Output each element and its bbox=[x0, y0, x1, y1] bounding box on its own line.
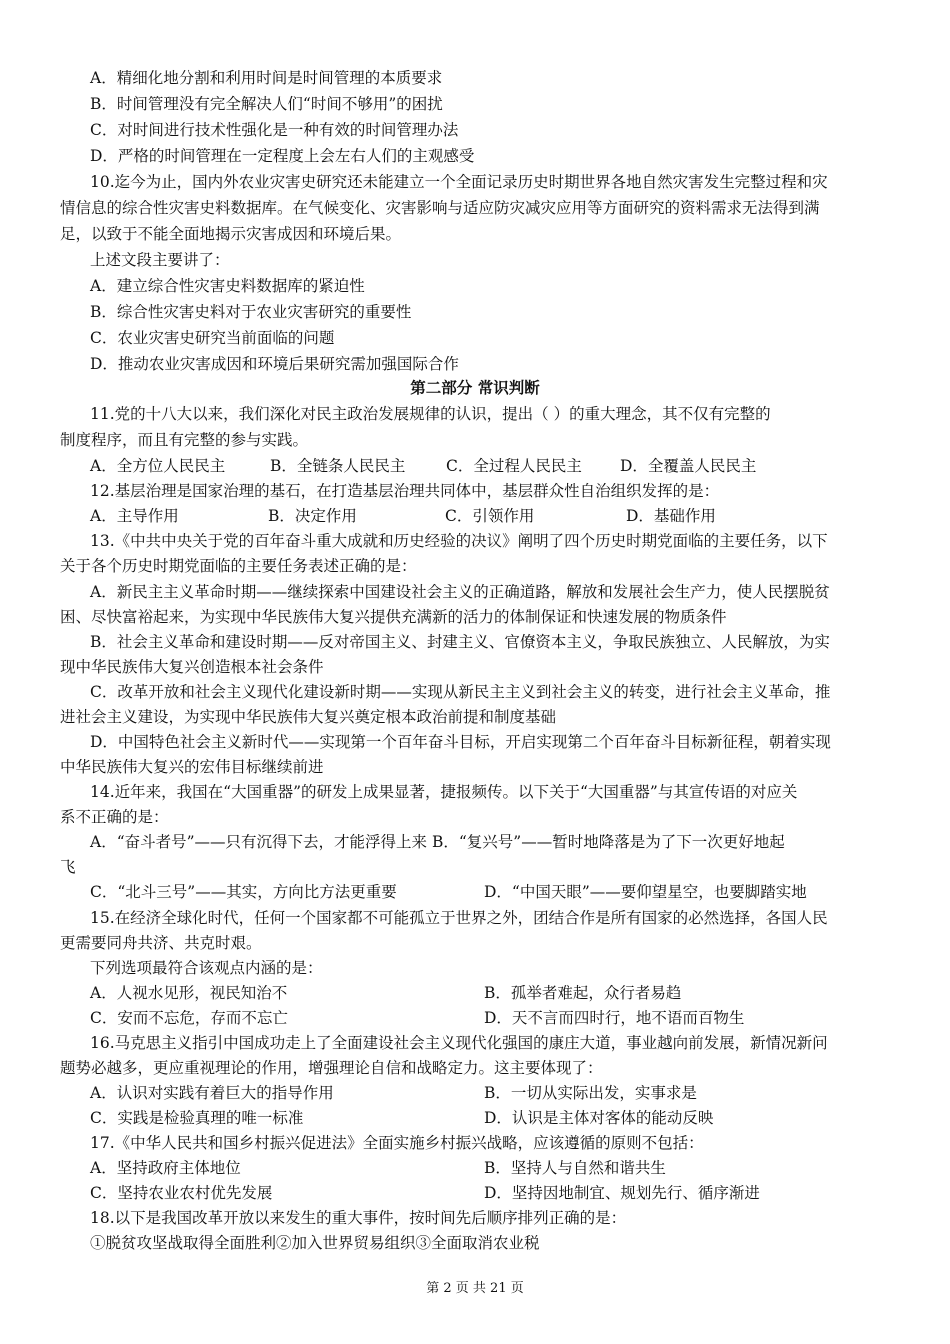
q13-stem-line2: 关于各个历史时期党面临的主要任务表述正确的是： bbox=[60, 557, 417, 575]
q11-option-a: A．全方位人民民主 bbox=[90, 457, 226, 475]
q14-stem-line2: 系不正确的是： bbox=[60, 808, 169, 826]
q12-stem: 12.基层治理是国家治理的基石，在打造基层治理共同体中，基层群众性自治组织发挥的是： bbox=[90, 482, 720, 500]
q17-option-c: C．坚持农业农村优先发展 bbox=[90, 1184, 273, 1202]
q14-option-ab-line2: 飞 bbox=[60, 858, 76, 876]
q16-option-d: D．认识是主体对客体的能动反映 bbox=[484, 1109, 714, 1127]
q13-option-b-line1: B．社会主义革命和建设时期——反对帝国主义、封建主义、官僚资本主义，争取民族独立、人民解放，为实 bbox=[90, 633, 830, 651]
q16-stem-line2: 题势必越多，更应重视理论的作用，增强理论自信和战略定力。这主要体现了： bbox=[60, 1059, 603, 1077]
q10-option-d: D．推动农业灾害成因和环境后果研究需加强国际合作 bbox=[90, 355, 459, 373]
q10-stem-line2: 情信息的综合性灾害史料数据库。在气候变化、灾害影响与适应防灾减灾应用等方面研究的资料需求无法得到满 bbox=[60, 199, 820, 217]
q9-option-c: C．对时间进行技术性强化是一种有效的时间管理办法 bbox=[90, 121, 459, 139]
q9-option-a: A．精细化地分割和利用时间是时间管理的本质要求 bbox=[90, 69, 443, 87]
q11-stem-line2: 制度程序，而且有完整的参与实践。 bbox=[60, 431, 309, 449]
q11-stem-line1: 11.党的十八大以来，我们深化对民主政治发展规律的认识，提出（ ）的重大理念，其不仅有完整的 bbox=[90, 405, 771, 423]
q12-option-d: D．基础作用 bbox=[626, 507, 716, 525]
page-footer: 第 2 页 共 21 页 bbox=[426, 1281, 524, 1296]
q11-option-d: D．全覆盖人民民主 bbox=[620, 457, 757, 475]
q9-option-d: D．严格的时间管理在一定程度上会左右人们的主观感受 bbox=[90, 147, 475, 165]
q14-option-c: C．“北斗三号”——其实，方向比方法更重要 bbox=[90, 883, 397, 901]
q15-option-a: A．人视水见形，视民知治不 bbox=[90, 984, 288, 1002]
q13-option-a-line1: A．新民主主义革命时期——继续探索中国建设社会主义的正确道路，解放和发展社会生产力，使人民摆脱贫 bbox=[90, 583, 830, 601]
q16-option-a: A．认识对实践有着巨大的指导作用 bbox=[90, 1084, 334, 1102]
q16-stem-line1: 16.马克思主义指引中国成功走上了全面建设社会主义现代化强国的康庄大道，事业越向前发展，新情况新问 bbox=[90, 1034, 828, 1052]
q14-option-d: D．“中国天眼”——要仰望星空，也要脚踏实地 bbox=[484, 883, 807, 901]
q15-option-b: B．孤举者难起，众行者易趋 bbox=[484, 984, 682, 1002]
q10-prompt: 上述文段主要讲了： bbox=[90, 251, 230, 269]
q13-option-b-line2: 现中华民族伟大复兴创造根本社会条件 bbox=[60, 658, 324, 676]
q16-option-b: B．一切从实际出发，实事求是 bbox=[484, 1084, 697, 1102]
q12-option-b: B．决定作用 bbox=[268, 507, 357, 525]
q12-option-c: C．引领作用 bbox=[445, 507, 535, 525]
q18-events: ①脱贫攻坚战取得全面胜利②加入世界贸易组织③全面取消农业税 bbox=[90, 1234, 540, 1252]
q18-stem: 18.以下是我国改革开放以来发生的重大事件，按时间先后顺序排列正确的是： bbox=[90, 1209, 627, 1227]
q13-option-c-line2: 进社会主义建设，为实现中华民族伟大复兴奠定根本政治前提和制度基础 bbox=[60, 708, 557, 726]
section-title: 第二部分 常识判断 bbox=[410, 378, 540, 397]
q10-option-a: A．建立综合性灾害史料数据库的紧迫性 bbox=[90, 277, 365, 295]
q13-stem-line1: 13.《中共中央关于党的百年奋斗重大成就和历史经验的决议》阐明了四个历史时期党面临的主要任务，以下 bbox=[90, 532, 828, 550]
q15-prompt: 下列选项最符合该观点内涵的是： bbox=[90, 959, 323, 977]
q10-stem-line1: 10.迄今为止，国内外农业灾害史研究还未能建立一个全面记录历史时期世界各地自然灾害发生完整过程和灾 bbox=[90, 173, 828, 191]
q13-option-a-line2: 困、尽快富裕起来，为实现中华民族伟大复兴提供充满新的活力的体制保证和快速发展的物质条件 bbox=[60, 608, 727, 626]
q15-stem-line2: 更需要同舟共济、共克时艰。 bbox=[60, 934, 262, 952]
q17-stem: 17.《中华人民共和国乡村振兴促进法》全面实施乡村振兴战略，应该遵循的原则不包括： bbox=[90, 1134, 704, 1152]
q10-option-c: C．农业灾害史研究当前面临的问题 bbox=[90, 329, 335, 347]
q16-option-c: C．实践是检验真理的唯一标准 bbox=[90, 1109, 304, 1127]
q10-option-b: B．综合性灾害史料对于农业灾害研究的重要性 bbox=[90, 303, 412, 321]
q10-stem-line3: 足，以致于不能全面地揭示灾害成因和环境后果。 bbox=[60, 225, 402, 243]
q9-option-b: B．时间管理没有完全解决人们“时间不够用”的困扰 bbox=[90, 95, 443, 113]
q17-option-d: D．坚持因地制宜、规划先行、循序渐进 bbox=[484, 1184, 760, 1202]
q13-option-c-line1: C．改革开放和社会主义现代化建设新时期——实现从新民主主义到社会主义的转变，进行社会主义革命，推 bbox=[90, 683, 831, 701]
q17-option-b: B．坚持人与自然和谐共生 bbox=[484, 1159, 666, 1177]
q17-option-a: A．坚持政府主体地位 bbox=[90, 1159, 241, 1177]
q14-stem-line1: 14.近年来，我国在“大国重器”的研发上成果显著，捷报频传。以下关于“大国重器”与其宣传语的对应关 bbox=[90, 783, 798, 801]
q13-option-d-line1: D．中国特色社会主义新时代——实现第一个百年奋斗目标，开启实现第二个百年奋斗目标新征程，朝着实现 bbox=[90, 733, 831, 751]
q11-option-b: B．全链条人民民主 bbox=[270, 457, 406, 475]
q12-option-a: A．主导作用 bbox=[90, 507, 179, 525]
q15-stem-line1: 15.在经济全球化时代，任何一个国家都不可能孤立于世界之外，团结合作是所有国家的必然选择，各国人民 bbox=[90, 909, 828, 927]
q15-option-d: D．天不言而四时行，地不语而百物生 bbox=[484, 1009, 745, 1027]
q13-option-d-line2: 中华民族伟大复兴的宏伟目标继续前进 bbox=[60, 758, 324, 776]
q15-option-c: C．安而不忘危，存而不忘亡 bbox=[90, 1009, 288, 1027]
q11-option-c: C．全过程人民民主 bbox=[446, 457, 582, 475]
q14-option-ab-line1: A．“奋斗者号”——只有沉得下去，才能浮得上来 B．“复兴号”——暂时地降落是为了下一次更好地起 bbox=[90, 833, 785, 851]
